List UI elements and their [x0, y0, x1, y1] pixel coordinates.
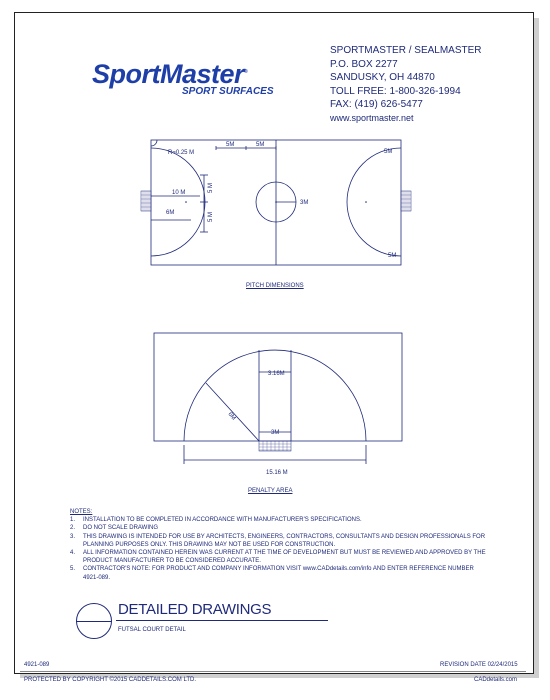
reference-number: 4921-089	[24, 662, 50, 668]
penalty-area-caption: PENALTY AREA	[248, 488, 293, 494]
notes-header: NOTES:	[70, 509, 93, 515]
address-line: www.sportmaster.net	[330, 112, 414, 123]
address-line: SPORTMASTER / SEALMASTER	[330, 45, 482, 56]
dim-label-3.16m: 3.16M	[268, 371, 285, 377]
penalty-spot	[185, 201, 187, 203]
drawing-title: DETAILED DRAWINGS	[118, 601, 272, 618]
dim-label-5m-lower: 5 M	[208, 211, 214, 222]
note-item: 3. THIS DRAWING IS INTENDED FOR USE BY ARCHITECTS, ENGINEERS, CONTRACTORS, CONSULTANTS AND DESIGN PROFESSIONALS FOR PLANNING PURPOSES ONLY. THIS DRAWING MAY NOT BE USED FOR CONSTRUCTION.	[70, 533, 486, 548]
penalty-arc	[184, 350, 366, 441]
logo-registered-mark: ®	[244, 69, 248, 75]
dim-label-5m-left: 5M	[226, 142, 235, 148]
note-item: 2. DO NOT SCALE DRAWING	[70, 525, 159, 532]
left-penalty-arc	[151, 148, 205, 256]
revision-date: REVISION DATE 02/24/2015	[440, 662, 518, 668]
dim-label-5m-upper: 5 M	[208, 182, 214, 193]
address-line: SANDUSKY, OH 44870	[330, 72, 435, 83]
note-item: 1. INSTALLATION TO BE COMPLETED IN ACCORDANCE WITH MANUFACTURER'S SPECIFICATIONS.	[70, 517, 362, 524]
center-radius-label: 3M	[300, 200, 309, 206]
address-line: P.O. BOX 2277	[330, 58, 398, 70]
dim-label-6m-radius: 6M	[226, 411, 237, 422]
center-spot	[275, 201, 277, 203]
footer-rule	[20, 671, 526, 672]
corner-label-5m-top: 5M	[384, 149, 393, 155]
address-line: FAX: (419) 626-5477	[330, 99, 423, 110]
detail-bubble-divider	[76, 621, 112, 622]
dim-label-10m: 10 M	[172, 190, 186, 196]
dim-label-15.16m: 15.16 M	[266, 470, 288, 476]
address-line: TOLL FREE: 1-800-326-1994	[330, 85, 461, 97]
corner-label-5m-bottom: 5M	[388, 253, 397, 259]
logo-wordmark: SportMaster	[92, 59, 245, 89]
pitch-dimensions-caption: PITCH DIMENSIONS	[246, 283, 304, 289]
note-item: 4. ALL INFORMATION CONTAINED HEREIN WAS CURRENT AT THE TIME OF DEVELOPMENT BUT MUST BE REVIEWED AND APPROVED BY THE PRODUCT MANUFACTURER TO BE CONSIDERED ACCURATE.	[70, 550, 486, 565]
copyright-notice: PROTECTED BY COPYRIGHT ©2015 CADDETAILS.COM LTD.	[24, 677, 197, 683]
dim-label-5m-right: 5M	[256, 142, 265, 148]
radius-label: R=0.25 M	[168, 150, 195, 156]
dim-label-6m: 6M	[166, 210, 175, 216]
title-underline	[116, 620, 328, 621]
right-penalty-arc	[347, 148, 401, 256]
right-goal-net	[401, 191, 411, 211]
note-item: 5. CONTRACTOR'S NOTE: FOR PRODUCT AND COMPANY INFORMATION VISIT www.CADdetails.com/info AND ENTER REFERENCE NUMBER 4921-089.	[70, 566, 474, 581]
corner-arc	[151, 140, 157, 146]
drawing-subtitle: FUTSAL COURT DETAIL	[118, 627, 186, 633]
logo-subtitle: SPORT SURFACES	[182, 86, 274, 97]
site-name: CADdetails.com	[474, 677, 518, 683]
left-goal-net	[141, 191, 151, 211]
penalty-spot	[365, 201, 367, 203]
notes-block	[70, 508, 490, 582]
dim-label-3m: 3M	[271, 430, 280, 436]
